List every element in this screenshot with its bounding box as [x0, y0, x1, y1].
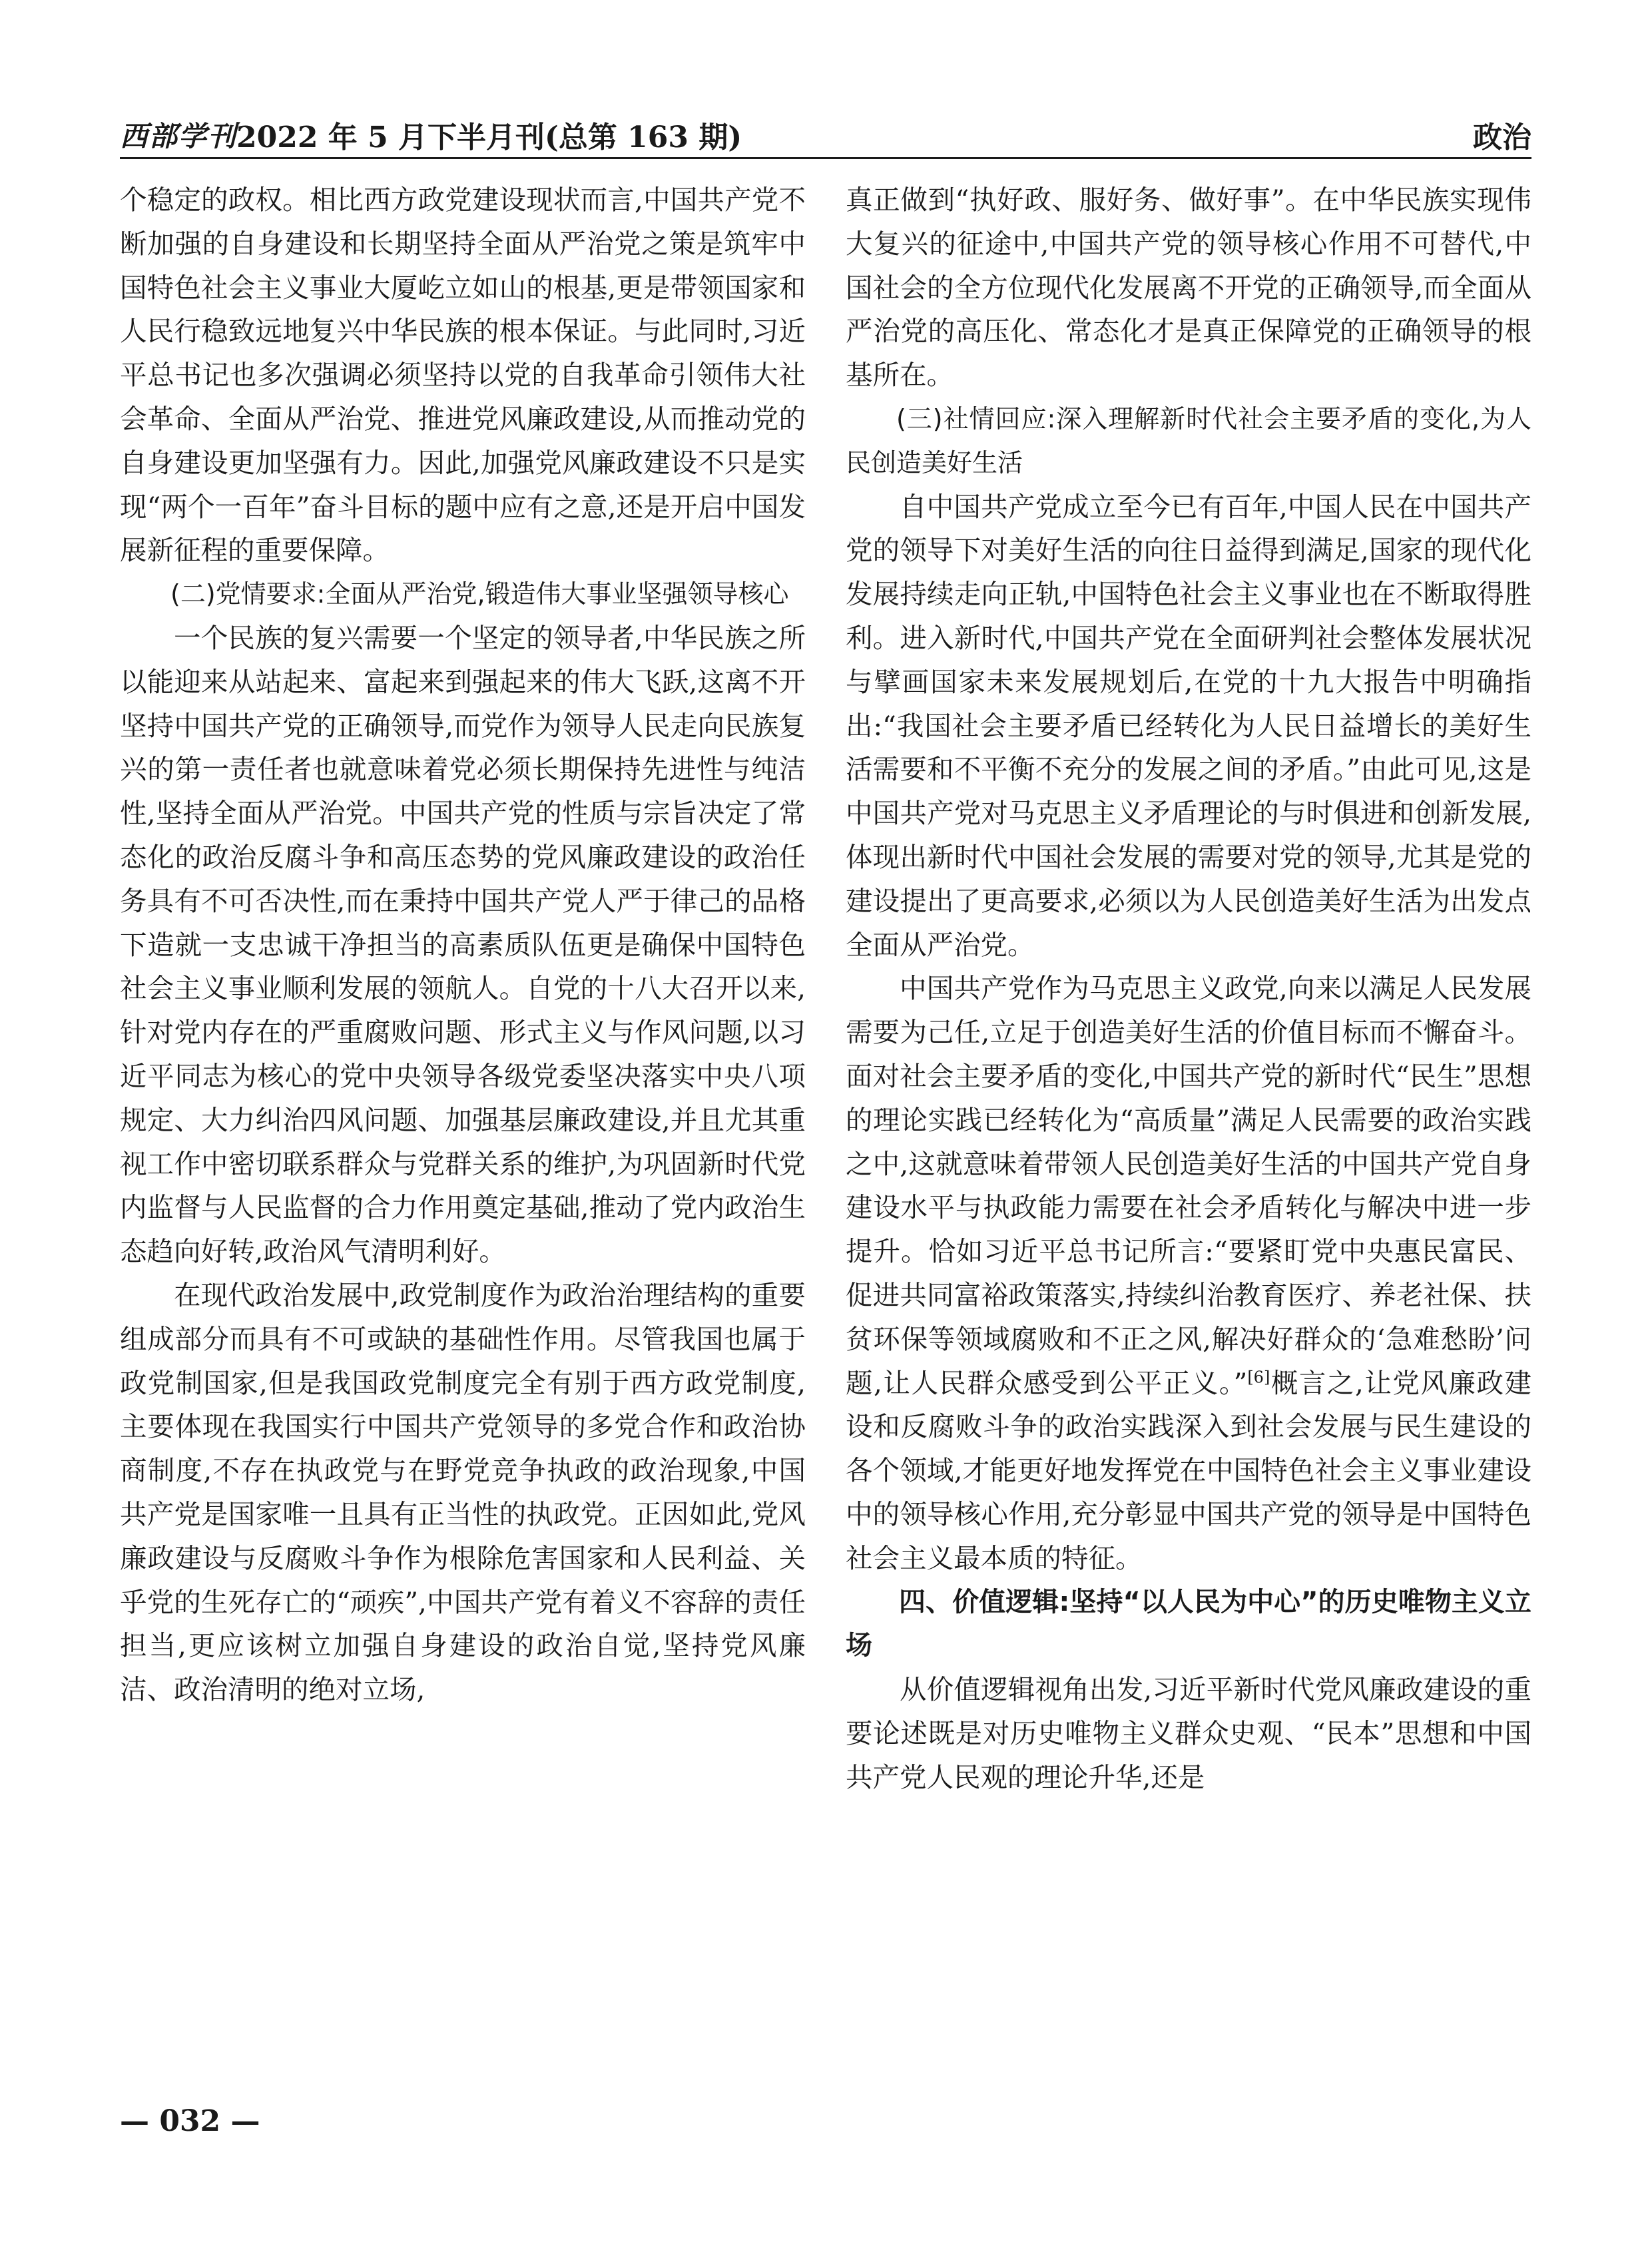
- paragraph: 在现代政治发展中,政党制度作为政治治理结构的重要组成部分而具有不可或缺的基础性作用。尽管我国也属于政党制国家,但是我国政党制度完全有别于西方政党制度,主要体现在我国实行中国共产党领导的多党合作和政治协商制度,不存在执政党与在野党竞争执政的政治现象,中国共产党是国家唯一且具有正当性的执政党。正因如此,党风廉政建设与反腐败斗争作为根除危害国家和人民利益、关乎党的生死存亡的“顽疾”,中国共产党有着义不容辞的责任担当,更应该树立加强自身建设的政治自觉,坚持党风廉洁、政治清明的绝对立场,: [120, 1278, 806, 1706]
- section-heading: 四、价值逻辑:坚持“以人民为中心”的历史唯物主义立场: [846, 1586, 1531, 1661]
- left-column: [120, 178, 806, 1712]
- section-label: 政治: [1473, 121, 1531, 154]
- paragraph: 自中国共产党成立至今已有百年,中国人民在中国共产党的领导下对美好生活的向往日益得到满足,国家的现代化发展持续走向正轨,中国特色社会主义事业也在不断取得胜利。进入新时代,中国共产党在全面研判社会整体发展状况与擘画国家未来发展规划后,在党的十九大报告中明确指出:“我国社会主要矛盾已经转化为人民日益增长的美好生活需要和不平衡不充分的发展之间的矛盾。”由此可见,这是中国共产党对马克思主义矛盾理论的与时俱进和创新发展,体现出新时代中国社会发展的需要对党的领导,尤其是党的建设提出了更高要求,必须以为人民创造美好生活为出发点全面从严治党。: [846, 490, 1531, 961]
- paragraph-text: 概言之,让党风廉政建设和反腐败斗争的政治实践深入到社会发展与民生建设的各个领域,才能更好地发挥党在中国特色社会主义事业建设中的领导核心作用,充分彰显中国共产党的领导是中国特色社会主义最本质的特征。: [846, 1366, 1532, 1574]
- paragraph-text: 中国共产党作为马克思主义政党,向来以满足人民发展需要为己任,立足于创造美好生活的价值目标而不懈奋斗。面对社会主要矛盾的变化,中国共产党的新时代“民生”思想的理论实践已经转化为“高质量”满足人民需要的政治实践之中,这就意味着带领人民创造美好生活的中国共产党自身建设水平与执政能力需要在社会矛盾转化与解决中进一步提升。恰如习近平总书记所言:“要紧盯党中央惠民富民、促进共同富裕政策落实,持续纠治教育医疗、养老社保、扶贫环保等领域腐败和不正之风,解决好群众的‘急难愁盼’问题,让人民群众感受到公平正义。”: [846, 972, 1531, 1399]
- paragraph: [846, 967, 1531, 1580]
- paragraph: 真正做到“执好政、服好务、做好事”。在中华民族实现伟大复兴的征途中,中国共产党的领导核心作用不可替代,中国社会的全方位现代化发展离不开党的正确领导,而全面从严治党的高压化、常态化才是真正保障党的正确领导的根基所在。: [846, 184, 1531, 392]
- paragraph: 从价值逻辑视角出发,习近平新时代党风廉政建设的重要论述既是对历史唯物主义群众史观、“民本”思想和中国共产党人民观的理论升华,还是: [846, 1673, 1531, 1793]
- journal-logo: 西部学刊: [120, 120, 238, 152]
- issue-info: 2022 年 5 月下半月刊(总第 163 期): [236, 121, 742, 154]
- page-number: — 032 —: [120, 2104, 260, 2138]
- subsection-heading: (二)党情要求:全面从严治党,锻造伟大事业坚强领导核心: [170, 579, 789, 609]
- page-header: [120, 112, 1531, 153]
- subsection-heading: (三)社情回应:深入理解新时代社会主要矛盾的变化,为人民创造美好生活: [846, 404, 1531, 477]
- paragraph: 一个民族的复兴需要一个坚定的领导者,中华民族之所以能迎来从站起来、富起来到强起来的伟大飞跃,这离不开坚持中国共产党的正确领导,而党作为领导人民走向民族复兴的第一责任者也就意味着党必须长期保持先进性与纯洁性,坚持全面从严治党。中国共产党的性质与宗旨决定了常态化的政治反腐斗争和高压态势的党风廉政建设的政治任务具有不可否决性,而在秉持中国共产党人严于律己的品格下造就一支忠诚干净担当的高素质队伍更是确保中国特色社会主义事业顺利发展的领航人。自党的十八大召开以来,针对党内存在的严重腐败问题、形式主义与作风问题,以习近平同志为核心的党中央领导各级党委坚决落实中央八项规定、大力纠治四风问题、加强基层廉政建设,并且尤其重视工作中密切联系群众与党群关系的维护,为巩固新时代党内监督与人民监督的合力作用奠定基础,推动了党内政治生态趋向好转,政治风气清明利好。: [120, 621, 806, 1268]
- paragraph: 个稳定的政权。相比西方政党建设现状而言,中国共产党不断加强的自身建设和长期坚持全面从严治党之策是筑牢中国特色社会主义事业大厦屹立如山的根基,更是带领国家和人民行稳致远地复兴中华民族的根本保证。与此同时,习近平总书记也多次强调必须坚持以党的自我革命引领伟大社会革命、全面从严治党、推进党风廉政建设,从而推动党的自身建设更加坚强有力。因此,加强党风廉政建设不只是实现“两个一百年”奋斗目标的题中应有之意,还是开启中国发展新征程的重要保障。: [120, 184, 806, 567]
- header-rule: [120, 157, 1531, 159]
- right-column: [846, 178, 1531, 1799]
- citation-marker: [6]: [1247, 1368, 1270, 1387]
